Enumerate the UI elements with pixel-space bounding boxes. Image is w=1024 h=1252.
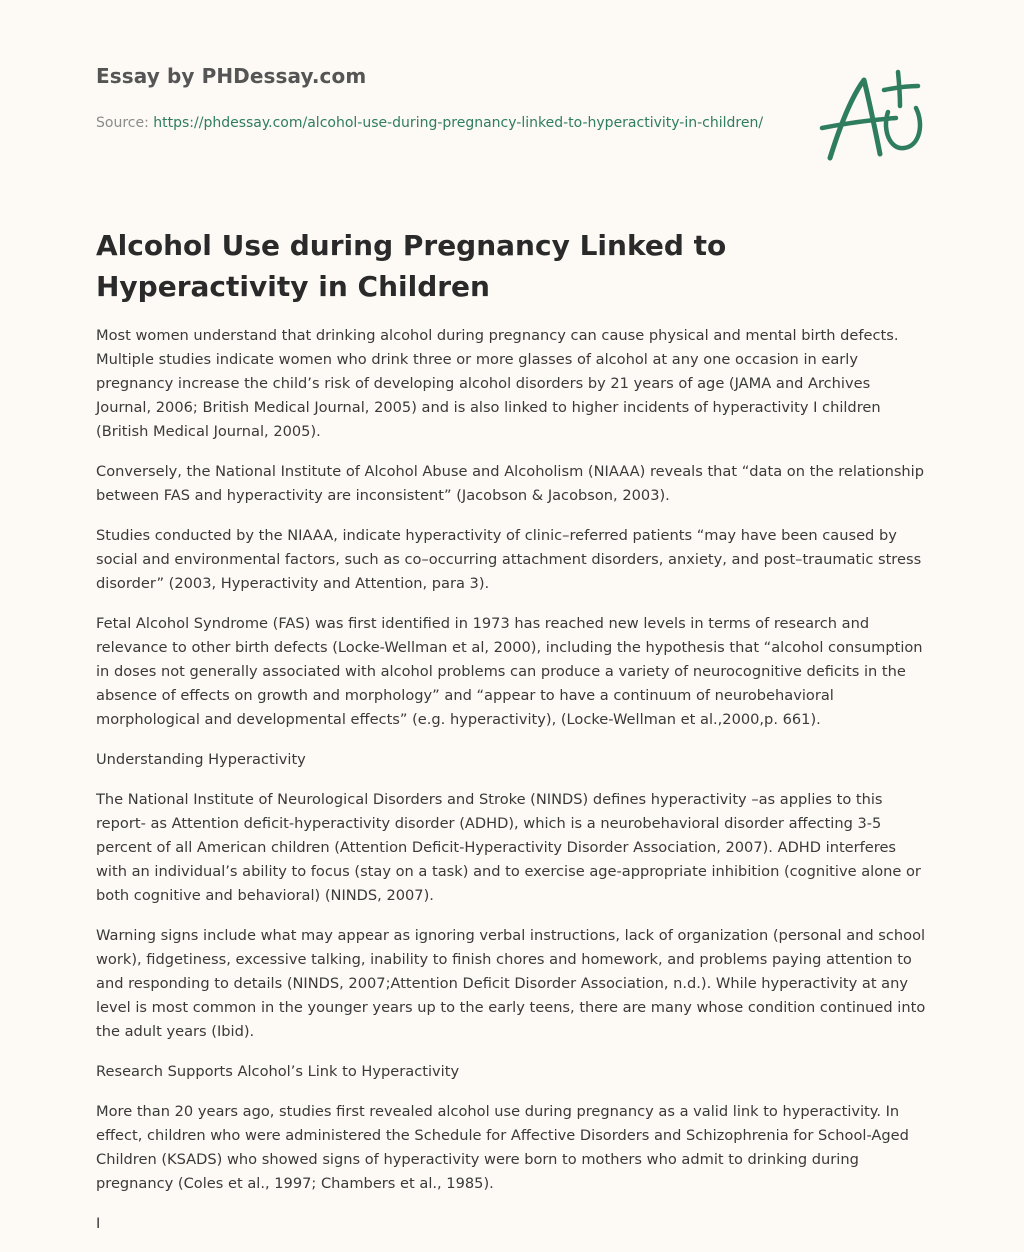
paragraph-3: Studies conducted by the NIAAA, indicate hyperactivity of clinic–referred patients “may have been caused by social and environmental factors, such as co–occurring attachment disorders, anxiety, and post–traumatic stress disorder” (2003, Hyperactivity and Attention, para 3). [96, 527, 922, 592]
a-plus-logo-icon [818, 66, 930, 166]
source-label: Source: [96, 115, 154, 131]
section-heading-research-supports: Research Supports Alcohol’s Link to Hyperactivity [96, 1063, 460, 1080]
paragraph-5: The National Institute of Neurological Disorders and Stroke (NINDS) defines hyperactivity –as applies to this report- as Attention deficit-hyperactivity disorder (ADHD), which is a neurobehavioral disorder affecting 3-5 percent of all American children (Attention Deficit-Hyperactivity Disorder Association, 2007). ADHD interferes with an individual’s ability to focus (stay on a task) and to exercise age-appropriate inhibition (cognitive alone or both cognitive and behavioral) (NINDS, 2007). [96, 791, 921, 904]
paragraph-7: More than 20 years ago, studies first revealed alcohol use during pregnancy as a valid link to hyperactivity. In effect, children who were administered the Schedule for Affective Disorders and Schizophrenia for School-Aged Children (KSADS) who showed signs of hyperactivity were born to mothers who admit to drinking during pregnancy (Coles et al., 1997; Chambers et al., 1985). [96, 1103, 909, 1192]
source-line [96, 111, 786, 135]
paragraph-1: Most women understand that drinking alcohol during pregnancy can cause physical and mental birth defects. Multiple studies indicate women who drink three or more glasses of alcohol at any one occasion in early pregnancy increase the child’s risk of developing alcohol disorders by 21 years of age (JAMA and Archives Journal, 2006; British Medical Journal, 2005) and is also linked to higher incidents of hyperactivity I children (British Medical Journal, 2005). [96, 327, 899, 440]
paragraph-2: Conversely, the National Institute of Alcohol Abuse and Alcoholism (NIAAA) reveals that “data on the relationship between FAS and hyperactivity are inconsistent” (Jacobson & Jacobson, 2003). [96, 463, 924, 504]
source-link[interactable]: https://phdessay.com/alcohol-use-during-pregnancy-linked-to-hyperactivity-in-children/ [153, 115, 764, 131]
paragraph-4: Fetal Alcohol Syndrome (FAS) was first identified in 1973 has reached new levels in terms of research and relevance to other birth defects (Locke-Wellman et al, 2000), including the hypothesis that “alcohol consumption in doses not generally associated with alcohol problems can produce a variety of neurocognitive deficits in the absence of effects on growth and morphology” and “appear to have a continuum of neurobehavioral morphological and developmental effects” (e.g. hyperactivity), (Locke-Wellman et al.,2000,p. 661). [96, 615, 923, 728]
essay-title: Alcohol Use during Pregnancy Linked to Hyperactivity in Children [96, 229, 727, 303]
essay-body [96, 324, 926, 1252]
site-title: Essay by PHDessay.com [96, 64, 367, 88]
paragraph-6: Warning signs include what may appear as ignoring verbal instructions, lack of organization (personal and school work), fidgetiness, excessive talking, inability to finish chores and homework, and problems paying attention to and responding to details (NINDS, 2007;Attention Deficit Disorder Association, n.d.). While hyperactivity at any level is most common in the younger years up to the early teens, there are many whose condition continued into the adult years (Ibid). [96, 927, 926, 1040]
section-heading-understanding-hyperactivity: Understanding Hyperactivity [96, 751, 306, 768]
paragraph-8-truncated: I [96, 1215, 101, 1232]
